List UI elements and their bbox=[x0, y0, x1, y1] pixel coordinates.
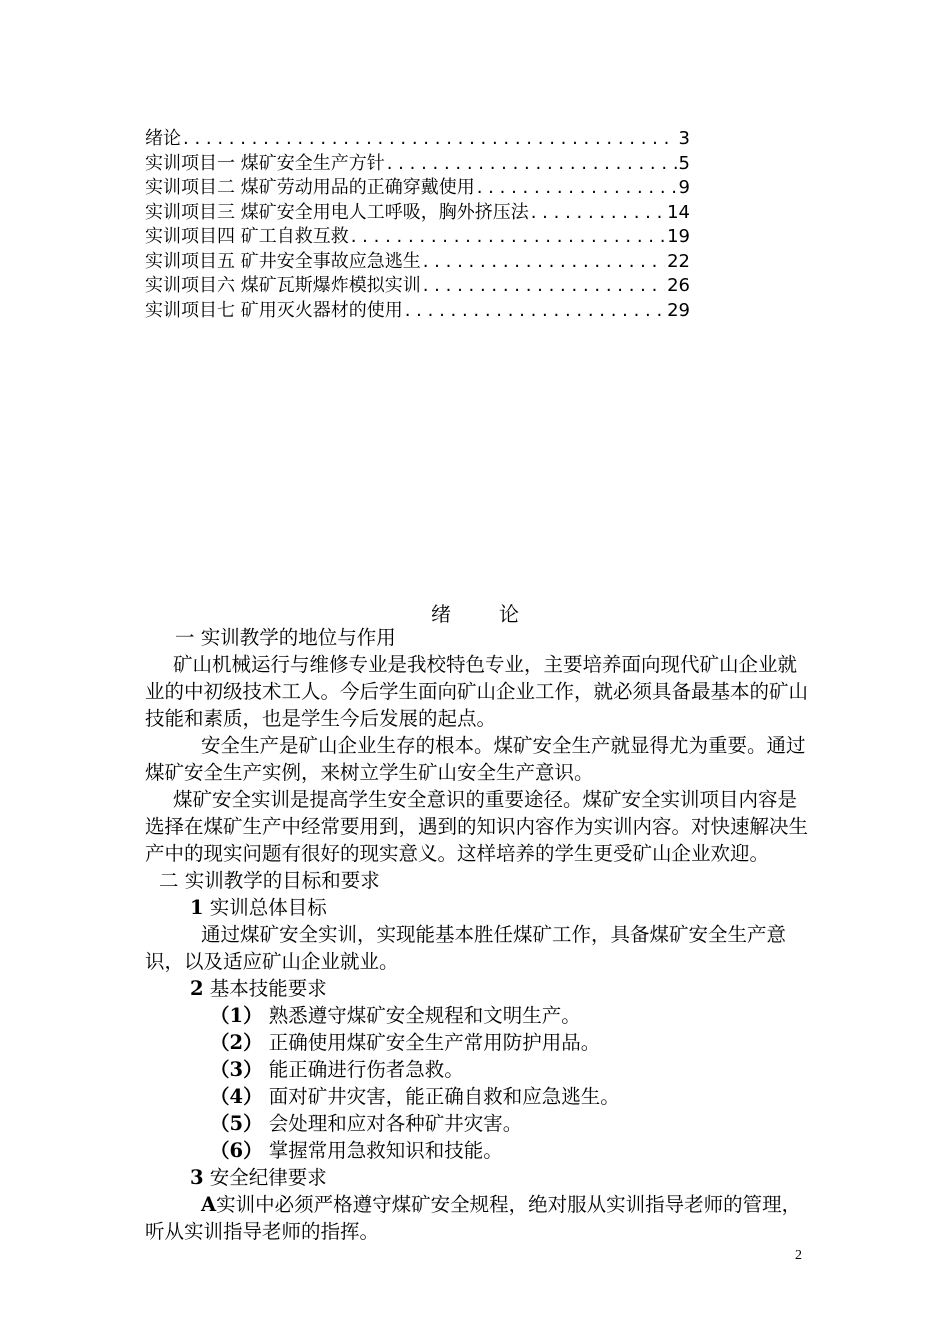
list-item-number: （5） bbox=[210, 1112, 263, 1135]
toc-entry-title: 实训项目七 矿用灭火器材的使用 bbox=[145, 299, 403, 320]
toc-entry[interactable] bbox=[145, 296, 690, 321]
toc-leader-dots bbox=[423, 275, 665, 296]
list-item bbox=[145, 1083, 810, 1110]
heading-goals-and-requirements: 二 实训教学的目标和要求 bbox=[159, 869, 380, 892]
list-item-number: （1） bbox=[210, 1004, 263, 1027]
toc-leader-dots bbox=[423, 251, 665, 272]
paragraph-overall-goal: 通过煤矿安全实训，实现能基本胜任煤矿工作，具备煤矿安全生产意识，以及适应矿山企业就业。 bbox=[145, 923, 787, 973]
toc-entry[interactable] bbox=[145, 173, 690, 198]
subheading-text: 安全纪律要求 bbox=[209, 1166, 327, 1189]
toc-entry-page: 14 bbox=[667, 201, 690, 222]
toc-leader-dots bbox=[405, 300, 665, 321]
paragraph-safety-training: 煤矿安全实训是提高学生安全意识的重要途径。煤矿安全实训项目内容是选择在煤矿生产中经常要用到，遇到的知识内容作为实训内容。对快速解决生产中的现实问题有很好的现实意义。这样培养的学生更受矿山企业欢迎。 bbox=[145, 788, 809, 865]
list-item bbox=[145, 1137, 810, 1164]
toc-entry-title: 实训项目六 煤矿瓦斯爆炸模拟实训 bbox=[145, 275, 421, 296]
section-title: 绪论 bbox=[431, 602, 567, 626]
toc-leader-dots bbox=[183, 128, 677, 149]
list-item bbox=[145, 1056, 810, 1083]
list-item bbox=[145, 1029, 810, 1056]
toc-entry-page: 9 bbox=[678, 177, 690, 198]
toc-entry-title: 实训项目四 矿工自救互救 bbox=[145, 226, 349, 247]
list-item-text: 能正确进行伤者急救。 bbox=[268, 1058, 464, 1081]
toc-entry-title: 实训项目五 矿井安全事故应急逃生 bbox=[145, 250, 421, 271]
toc-leader-dots bbox=[351, 226, 665, 247]
toc-entry-title: 实训项目二 煤矿劳动用品的正确穿戴使用 bbox=[145, 177, 475, 198]
list-item-number: （2） bbox=[210, 1031, 263, 1054]
toc-entry-page: 26 bbox=[667, 275, 690, 296]
subheading-number: 3 bbox=[190, 1166, 204, 1189]
toc-entry-page: 22 bbox=[667, 250, 690, 271]
list-item-number: （3） bbox=[210, 1058, 263, 1081]
subheading-number: 2 bbox=[190, 977, 204, 1000]
toc-entry[interactable] bbox=[145, 247, 690, 272]
toc-entry-page: 29 bbox=[667, 299, 690, 320]
subheading-text: 实训总体目标 bbox=[209, 896, 327, 919]
list-item bbox=[145, 1110, 810, 1137]
toc-entry-title: 实训项目三 煤矿安全用电人工呼吸，胸外挤压法 bbox=[145, 201, 529, 222]
toc-entry-page: 5 bbox=[678, 152, 690, 173]
page-number: 2 bbox=[795, 1248, 802, 1263]
toc-entry[interactable] bbox=[145, 271, 690, 296]
list-item-text: 面对矿井灾害，能正确自救和应急逃生。 bbox=[268, 1085, 620, 1108]
subheading-text: 基本技能要求 bbox=[209, 977, 327, 1000]
list-item-number: （6） bbox=[210, 1139, 263, 1162]
list-item-text: 熟悉遵守煤矿安全规程和文明生产。 bbox=[268, 1004, 581, 1027]
toc-entry[interactable] bbox=[145, 124, 690, 149]
toc-entry[interactable] bbox=[145, 198, 690, 223]
toc-entry[interactable] bbox=[145, 222, 690, 247]
subheading-number: 1 bbox=[190, 896, 204, 919]
toc-entry[interactable] bbox=[145, 149, 690, 174]
list-item bbox=[145, 1002, 810, 1029]
list-item-number: （4） bbox=[210, 1085, 263, 1108]
heading-position-and-role: 一 实训教学的地位与作用 bbox=[175, 626, 396, 649]
paragraph-label: A bbox=[201, 1193, 217, 1216]
toc-entry-page: 3 bbox=[678, 128, 690, 149]
toc-leader-dots bbox=[531, 202, 665, 223]
paragraph-text: 实训中必须严格遵守煤矿安全规程，绝对服从实训指导老师的管理，听从实训指导老师的指挥。 bbox=[145, 1193, 802, 1243]
toc-entry-page: 19 bbox=[667, 226, 690, 247]
list-item-text: 掌握常用急救知识和技能。 bbox=[268, 1139, 503, 1162]
list-item-text: 会处理和应对各种矿井灾害。 bbox=[268, 1112, 523, 1135]
subheading-overall-goal bbox=[145, 894, 810, 921]
section-body bbox=[145, 624, 810, 1245]
table-of-contents bbox=[145, 124, 690, 320]
toc-leader-dots bbox=[477, 177, 677, 198]
paragraph-safety-production: 安全生产是矿山企业生存的根本。煤矿安全生产就显得尤为重要。通过煤矿安全生产实例，来树立学生矿山安全生产意识。 bbox=[145, 734, 806, 784]
toc-entry-title: 绪论 bbox=[145, 128, 181, 149]
toc-entry-title: 实训项目一 煤矿安全生产方针 bbox=[145, 152, 385, 173]
paragraph-specialty: 矿山机械运行与维修专业是我校特色专业，主要培养面向现代矿山企业就业的中初级技术工人。今后学生面向矿山企业工作，就必须具备最基本的矿山技能和素质，也是学生今后发展的起点。 bbox=[145, 653, 809, 730]
subheading-discipline bbox=[145, 1164, 810, 1191]
subheading-skills bbox=[145, 975, 810, 1002]
toc-leader-dots bbox=[387, 153, 677, 174]
paragraph-discipline-a bbox=[145, 1191, 810, 1245]
list-item-text: 正确使用煤矿安全生产常用防护用品。 bbox=[268, 1031, 601, 1054]
